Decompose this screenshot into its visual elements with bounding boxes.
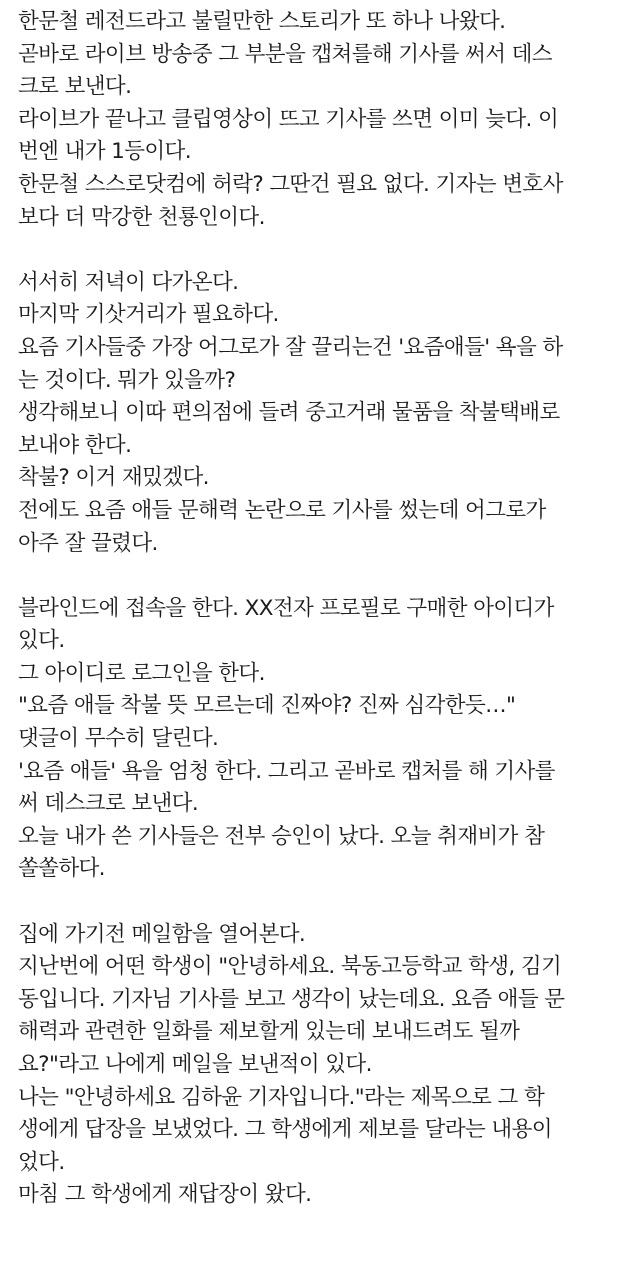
text-line: 지난번에 어떤 학생이 "안녕하세요. 북동고등학교 학생, 김기 — [18, 954, 562, 980]
text-line: 한문철 스스로닷컴에 허락? 그딴건 필요 없다. 기자는 변호사 — [18, 171, 563, 197]
text-line: 한문철 레전드라고 불릴만한 스토리가 또 하나 나왔다. — [18, 9, 506, 34]
text-line: 전에도 요즘 애들 문해력 논란으로 기사를 썼는데 어그로가 — [18, 497, 546, 523]
text-line: 오늘 내가 쓴 기사들은 전부 승인이 났다. 오늘 취재비가 참 — [18, 823, 545, 849]
text-line: 크로 보낸다. — [18, 74, 132, 100]
paragraph-evening-article — [18, 267, 628, 560]
text-line: 요?"라고 나에게 메일을 보낸적이 있다. — [18, 1052, 372, 1077]
text-line: 쏠쏠하다. — [18, 856, 105, 882]
text-line: "요즘 애들 착불 뜻 모르는데 진짜야? 진짜 심각한듯…" — [18, 693, 516, 719]
text-line: 생에게 답장을 보냈었다. 그 학생에게 제보를 달라는 내용이 — [18, 1117, 552, 1143]
text-line: 해력과 관련한 일화를 제보할게 있는데 보내드려도 될까 — [18, 1019, 520, 1045]
text-line: 었다. — [18, 1149, 65, 1175]
paragraph-live-stream-capture — [18, 6, 628, 234]
text-line: 보내야 한다. — [18, 432, 132, 458]
text-line: 라이브가 끝나고 클립영상이 뜨고 기사를 쓰면 이미 늦다. 이 — [18, 106, 559, 132]
text-line: 마침 그 학생에게 재답장이 왔다. — [18, 1182, 312, 1208]
text-line: 곧바로 라이브 방송중 그 부분을 캡쳐를해 기사를 써서 데스 — [18, 41, 552, 67]
text-line: '요즘 애들' 욕을 엄청 한다. 그리고 곧바로 캡처를 해 기사를 — [18, 758, 555, 784]
text-line: 보다 더 막강한 천룡인이다. — [18, 204, 265, 230]
text-line: 나는 "안녕하세요 김하윤 기자입니다."라는 제목으로 그 학 — [18, 1084, 545, 1110]
text-line: 블라인드에 접속을 한다. XX전자 프로필로 구매한 아이디가 — [18, 595, 554, 621]
text-line: 아주 잘 끌렸다. — [18, 530, 158, 556]
text-line: 써 데스크로 보낸다. — [18, 791, 199, 817]
paragraph-mailbox — [18, 919, 628, 1212]
text-line: 동입니다. 기자님 기사를 보고 생각이 났는데요. 요즘 애들 문 — [18, 986, 565, 1012]
text-line: 착불? 이거 재밌겠다. — [18, 465, 209, 491]
text-line: 생각해보니 이따 편의점에 들려 중고거래 물품을 착불택배로 — [18, 400, 560, 426]
text-line: 서서히 저녁이 다가온다. — [18, 269, 239, 295]
text-line: 그 아이디로 로그인을 한다. — [18, 660, 265, 686]
text-line: 는 것이다. 뭐가 있을까? — [18, 367, 236, 393]
text-line: 댓글이 무수히 달린다. — [18, 726, 219, 752]
text-line: 있다. — [18, 628, 65, 654]
text-line: 번엔 내가 1등이다. — [18, 139, 191, 165]
text-line: 마지막 기삿거리가 필요하다. — [18, 302, 279, 328]
text-line: 요즘 기사들중 가장 어그로가 잘 끌리는건 '요즘애들' 욕을 하 — [18, 334, 563, 360]
paragraph-blind-post — [18, 593, 628, 886]
text-line: 집에 가기전 메일함을 열어본다. — [18, 921, 306, 947]
